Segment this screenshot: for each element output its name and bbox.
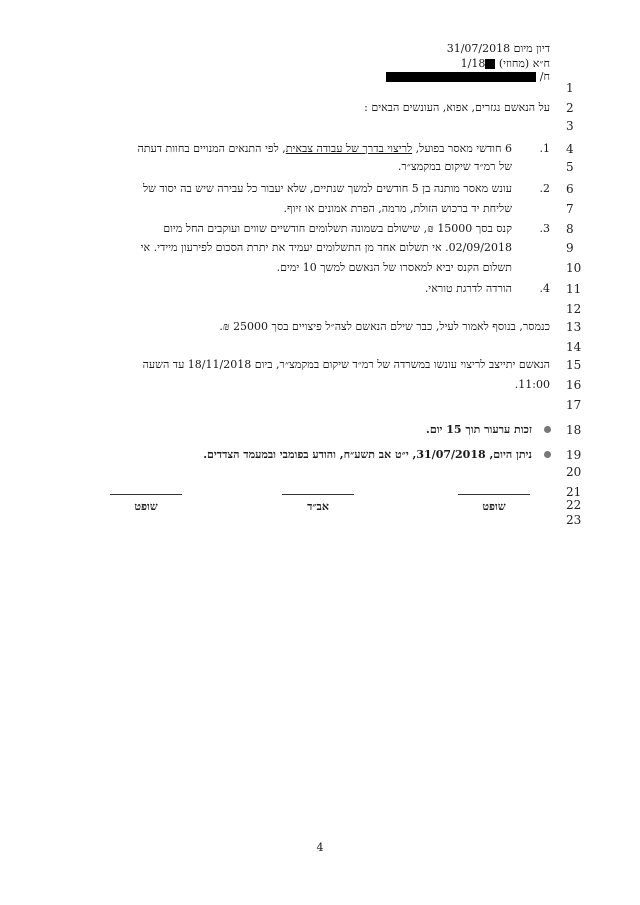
line-number: 15 <box>566 358 582 372</box>
line-number: 6 <box>566 182 574 196</box>
compensation-paragraph: כנמסר, בנוסף לאמור לעיל, כבר שילם הנאשם לצה״ל פיצויים בסך 25000 ₪. <box>219 320 550 333</box>
bullet-icon <box>544 426 551 433</box>
item-2-line-2: שליחת יד ברכוש הזולת, מרמה, הפרת אמונים או זיוף. <box>283 202 512 215</box>
report-paragraph-line-1: הנאשם יתייצב לריצוי עונשו במשרדה של רמ״ד שיקום במקמצ״ר, ביום 18/11/2018 עד השעה <box>142 358 550 371</box>
judge-left-label: שופט <box>134 500 158 513</box>
line-number: 14 <box>566 340 582 354</box>
item-number: 3. <box>539 222 550 235</box>
line-number: 20 <box>566 465 582 479</box>
case-suffix: 1/18 <box>460 57 486 70</box>
line-number: 22 <box>566 498 582 512</box>
case-number <box>461 57 550 70</box>
defendant-line <box>386 70 550 83</box>
verdict-given-line: ניתן היום, 31/07/2018, י״ט אב תשע״ח, והודע בפומבי ובמעמד הצדדים. <box>203 448 532 461</box>
signature-line <box>282 494 354 495</box>
defendant-prefix: ח/ <box>539 70 550 83</box>
signature-line <box>458 494 530 495</box>
item-3-line-2: 02/09/2018. אי תשלום אחד מן התשלומים יעמיד את יתרת הסכום לפירעון מיידי. אי <box>140 241 512 254</box>
line-number: 17 <box>566 398 582 412</box>
item-number: 4. <box>539 282 550 295</box>
line-number: 7 <box>566 202 574 216</box>
page-number: 4 <box>316 841 324 854</box>
line-number: 21 <box>566 485 582 499</box>
line-number: 2 <box>566 101 574 115</box>
item-2-line-1: עונש מאסר מותנה בן 5 חודשים למשך שנתיים, שלא יעבור כל עבירה שיש בה יסוד של <box>142 182 512 195</box>
line-number: 8 <box>566 222 574 236</box>
item-4-line-1: הורדה לדרגת טוראי. <box>424 282 512 295</box>
presiding-judge-label: אב״ד <box>307 500 329 513</box>
intro-text: על הנאשם נגזרים, אפוא, העונשים הבאים : <box>364 101 550 114</box>
signature-line <box>110 494 182 495</box>
line-number: 19 <box>566 448 582 462</box>
line-number: 10 <box>566 261 582 275</box>
line-number: 16 <box>566 378 582 392</box>
report-paragraph-line-2: 11:00. <box>514 378 550 391</box>
item-1-underlined: לריצוי בדרך של עבודה צבאית <box>285 142 413 155</box>
redaction-block <box>485 59 495 69</box>
line-number: 9 <box>566 241 574 255</box>
item-number: 2. <box>539 182 550 195</box>
item-3-line-1: קנס בסך 15000 ₪, שישולם בשמונה תשלומים חודשיים שווים ועוקבים החל מיום <box>163 222 512 235</box>
hearing-date: דיון מיום 31/07/2018 <box>446 42 550 55</box>
case-prefix: ח״א (מחוזי) <box>498 57 550 70</box>
line-number: 18 <box>566 423 582 437</box>
item-3-line-3: תשלום הקנס יביא למאסרו של הנאשם למשך 10 ימים. <box>276 261 512 274</box>
item-1-line-1 <box>137 142 512 156</box>
line-number: 12 <box>566 302 582 316</box>
redaction-block <box>386 72 536 82</box>
line-number: 5 <box>566 160 574 174</box>
item-1-text-a: 6 חודשי מאסר בפועל, <box>412 142 512 155</box>
line-number: 13 <box>566 320 582 334</box>
item-number: 1. <box>539 142 550 155</box>
line-number: 23 <box>566 513 582 527</box>
item-1-line-2: של רמ״ד שיקום במקמצ״ר. <box>397 160 512 173</box>
bullet-icon <box>544 451 551 458</box>
judge-right-label: שופט <box>482 500 506 513</box>
line-number: 1 <box>566 81 574 95</box>
item-1-text-b: , לפי התנאים המנויים בחוות דעתה <box>137 142 286 155</box>
line-number: 3 <box>566 119 574 133</box>
line-number: 4 <box>566 142 574 156</box>
appeal-right: זכות ערעור תוך 15 יום. <box>426 423 532 436</box>
line-number: 11 <box>566 282 582 296</box>
